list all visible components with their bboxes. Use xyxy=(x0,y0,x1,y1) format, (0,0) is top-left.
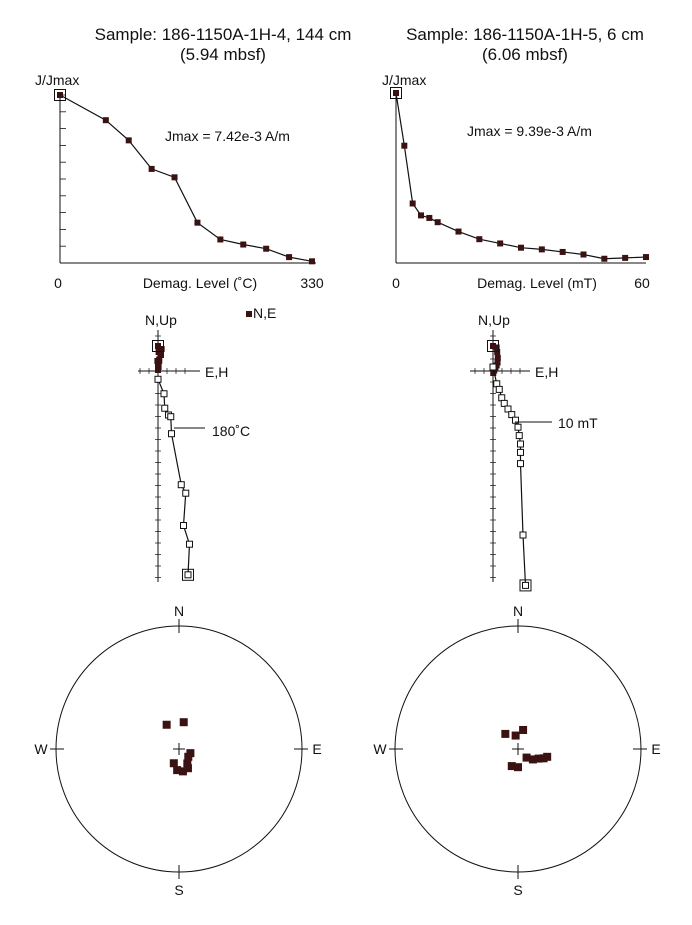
zij-2-vertical-point xyxy=(496,386,502,392)
demag-2-line xyxy=(396,93,646,259)
demag-1-ylabel: J/Jmax xyxy=(35,72,80,88)
demag-1-x-tick-min: 0 xyxy=(54,275,62,291)
demag-2-point xyxy=(401,143,407,149)
stereonet-2-label-n: N xyxy=(512,603,524,619)
zij-2-vertical-point xyxy=(518,461,524,467)
zij-1-vertical-point xyxy=(155,376,161,382)
zij-1-north-up-label: N,Up xyxy=(145,312,177,328)
demag-2-point xyxy=(622,255,628,261)
zij-1-vertical-point xyxy=(187,541,193,547)
zij-2-vertical-point xyxy=(518,449,524,455)
demag-2-x-tick-max: 60 xyxy=(634,275,650,291)
demag-1-point xyxy=(126,137,132,143)
zij-1-vertical-point xyxy=(169,431,175,437)
legend-filled-square xyxy=(246,311,252,317)
demag-plot-1 xyxy=(35,72,324,291)
stereonet-1-point xyxy=(163,721,171,729)
zij-1-vertical-point xyxy=(168,414,174,420)
demag-2-point xyxy=(393,90,399,96)
demag-1-point xyxy=(309,258,315,264)
demag-1-point xyxy=(149,166,155,172)
demag-2-point xyxy=(601,256,607,262)
stereonet-2-points xyxy=(501,726,551,771)
zij-2-vertical-line xyxy=(493,367,526,585)
demag-2-point xyxy=(418,212,424,218)
demag-1-point xyxy=(286,254,292,260)
zij-2-vertical-point xyxy=(518,441,524,447)
stereonet-1-label-e: E xyxy=(312,741,322,757)
demag-2-point xyxy=(476,236,482,242)
zij-2-vertical-point xyxy=(520,532,526,538)
zij-2-vertical-point xyxy=(490,364,496,370)
zij-1-series xyxy=(153,341,194,581)
demag-2-point xyxy=(539,246,545,252)
demag-2-point xyxy=(560,249,566,255)
demag-1-series xyxy=(55,90,316,265)
stereonet-2 xyxy=(373,603,660,898)
legend-label: N,E xyxy=(253,305,277,321)
zij-1-annotation: 180˚C xyxy=(212,423,251,439)
demag-2-point xyxy=(581,252,587,258)
demag-1-point xyxy=(240,242,246,248)
zij-2-series xyxy=(488,341,532,591)
demag-2-jmax: Jmax = 9.39e-3 A/m xyxy=(467,123,592,139)
stereonet-2-label-s: S xyxy=(513,882,523,898)
demag-2-point xyxy=(410,201,416,207)
demag-2-ylabel: J/Jmax xyxy=(382,72,427,88)
demag-2-series xyxy=(391,88,650,262)
zij-1-horizontal-point xyxy=(155,367,161,373)
demag-2-xlabel: Demag. Level (mT) xyxy=(477,275,597,291)
stereonet-1-point xyxy=(186,749,194,757)
zij-1-vertical-point xyxy=(162,405,168,411)
demag-1-x-tick-max: 330 xyxy=(300,275,324,291)
stereonet-1 xyxy=(34,603,321,898)
zij-2-east-h-label: E,H xyxy=(535,364,559,380)
zijderveld-plot-2 xyxy=(470,312,598,591)
stereonet-1-point xyxy=(173,766,181,774)
stereonet-2-label-e: E xyxy=(651,741,661,757)
stereonet-1-label-n: N xyxy=(173,603,185,619)
zij-1-vertical-point xyxy=(181,523,187,529)
zij-1-ticks xyxy=(140,336,185,578)
demag-2-point xyxy=(426,215,432,221)
demag-2-point xyxy=(497,240,503,246)
zij-1-vertical-point xyxy=(178,482,184,488)
stereonet-1-point xyxy=(170,759,178,767)
stereonet-2-point xyxy=(501,730,509,738)
zij-1-vertical-point xyxy=(183,490,189,496)
stereonet-2-point xyxy=(519,726,527,734)
demag-1-line xyxy=(60,95,312,261)
demag-1-xlabel: Demag. Level (˚C) xyxy=(142,275,258,291)
zij-1-vertical-point xyxy=(185,572,191,578)
demag-1-point xyxy=(263,246,269,252)
demag-1-point xyxy=(57,92,63,98)
stereonet-2-label-w: W xyxy=(373,741,387,757)
zij-2-vertical-point xyxy=(523,582,529,588)
sample2-title: Sample: 186-1150A-1H-5, 6 cm xyxy=(406,25,644,44)
demag-2-point xyxy=(435,219,441,225)
demag-2-point xyxy=(643,254,649,260)
demag-2-point xyxy=(518,245,524,251)
zij-1-east-h-label: E,H xyxy=(205,364,229,380)
stereonet-1-label-s: S xyxy=(174,882,184,898)
stereonet-2-point xyxy=(512,732,520,740)
zij-2-north-up-label: N,Up xyxy=(478,312,510,328)
demag-2-point xyxy=(456,229,462,235)
demag-plot-2 xyxy=(382,72,650,291)
sample1-title: Sample: 186-1150A-1H-4, 144 cm xyxy=(94,25,352,44)
demag-1-point xyxy=(194,220,200,226)
stereonet-1-point xyxy=(180,718,188,726)
sample1-depth: (5.94 mbsf) xyxy=(180,45,266,64)
demag-1-y-ticks xyxy=(60,95,66,263)
stereonet-1-label-w: W xyxy=(34,741,48,757)
demag-1-point xyxy=(217,236,223,242)
stereonet-2-point xyxy=(523,754,531,762)
stereonet-2-point xyxy=(514,763,522,771)
demag-1-point xyxy=(172,174,178,180)
zij-2-vertical-point xyxy=(515,424,521,430)
demag-1-jmax: Jmax = 7.42e-3 A/m xyxy=(165,128,290,144)
demag-1-point xyxy=(103,117,109,123)
zijderveld-plot-1 xyxy=(138,305,276,582)
zij-2-vertical-point xyxy=(516,433,522,439)
sample2-depth: (6.06 mbsf) xyxy=(482,45,568,64)
demag-2-x-tick-min: 0 xyxy=(392,275,400,291)
zij-2-annotation: 10 mT xyxy=(558,415,598,431)
zij-1-vertical-point xyxy=(161,391,167,397)
zij-2-ticks xyxy=(475,336,520,578)
